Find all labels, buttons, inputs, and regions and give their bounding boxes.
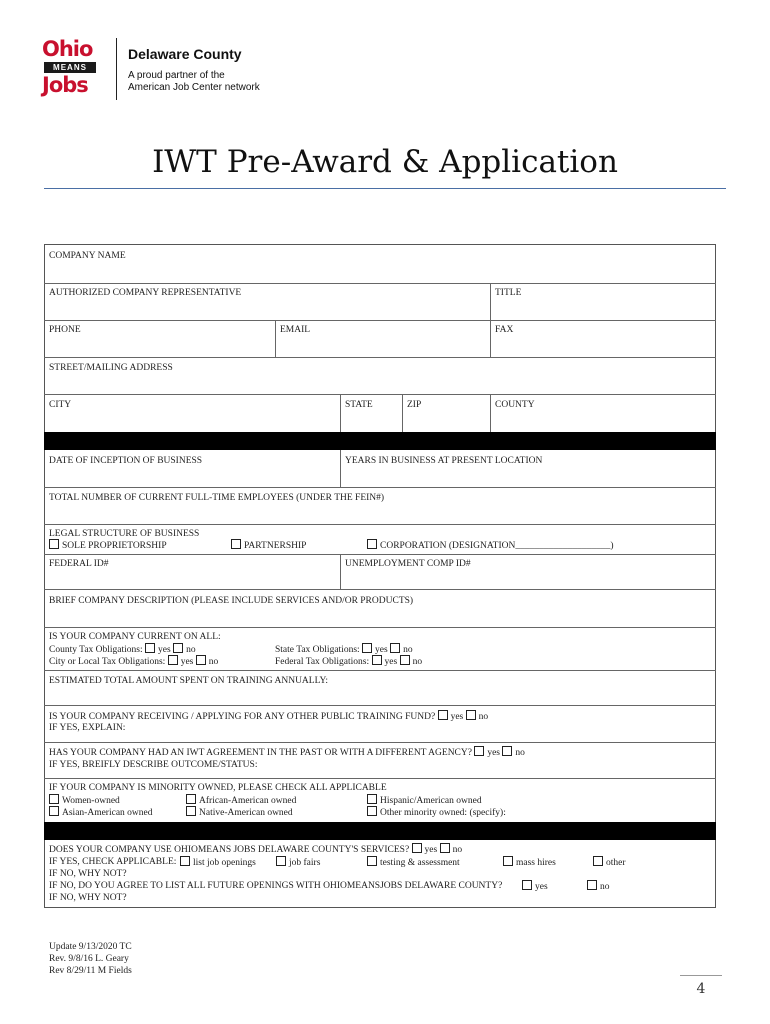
testing-assessment-option[interactable]: testing & assessment [367, 856, 460, 869]
other-service-option[interactable]: other [593, 856, 626, 869]
row-rule [44, 742, 716, 743]
future-openings-no[interactable]: no [587, 880, 610, 893]
checkbox-icon[interactable] [593, 856, 603, 866]
federal-tax-row: Federal Tax Obligations: yes no [275, 657, 423, 667]
checkbox-icon[interactable] [438, 710, 448, 720]
other-minority-owned-option[interactable]: Other minority owned: (specify): [367, 806, 506, 819]
row-rule [44, 487, 716, 488]
row-rule [44, 283, 716, 284]
checkbox-icon[interactable] [367, 856, 377, 866]
logo-means: MEANS [44, 62, 96, 73]
years-in-business-field[interactable]: YEARS IN BUSINESS AT PRESENT LOCATION [345, 456, 543, 466]
company-description-field[interactable]: BRIEF COMPANY DESCRIPTION (PLEASE INCLUDE SERVICES AND/OR PRODUCTS) [49, 596, 414, 606]
checkbox-icon[interactable] [502, 746, 512, 756]
county-field[interactable]: COUNTY [495, 400, 535, 410]
title-field[interactable]: TITLE [495, 288, 522, 298]
sole-proprietorship-option[interactable]: SOLE PROPRIETORSHIP [49, 539, 167, 552]
fax-field[interactable]: FAX [495, 325, 514, 335]
hispanic-american-owned-option[interactable]: Hispanic/American owned [367, 794, 482, 807]
authorized-rep-field[interactable]: AUTHORIZED COMPANY REPRESENTATIVE [49, 288, 242, 298]
col-rule [275, 320, 276, 357]
col-rule [340, 394, 341, 432]
checkbox-icon[interactable] [503, 856, 513, 866]
checkbox-icon[interactable] [362, 643, 372, 653]
future-openings-question: IF NO, DO YOU AGREE TO LIST ALL FUTURE OPENINGS WITH OHIOMEANSJOBS DELAWARE COUNTY? [49, 881, 503, 891]
checkbox-icon[interactable] [522, 880, 532, 890]
row-rule [44, 554, 716, 555]
checkbox-icon[interactable] [276, 856, 286, 866]
logo-jobs: Jobs [42, 73, 88, 97]
federal-id-field[interactable]: FEDERAL ID# [49, 559, 109, 569]
african-american-owned-option[interactable]: African-American owned [186, 794, 296, 807]
page-number-rule [680, 975, 722, 976]
checkbox-icon[interactable] [196, 655, 206, 665]
why-not-field-2[interactable]: IF NO, WHY NOT? [49, 893, 127, 903]
section-divider-bar [44, 822, 716, 840]
row-rule [44, 670, 716, 671]
checkbox-icon[interactable] [367, 806, 377, 816]
checkbox-icon[interactable] [412, 843, 422, 853]
company-name-field[interactable]: COMPANY NAME [49, 251, 126, 261]
page-title: IWT Pre-Award & Application [152, 144, 618, 180]
partnership-option[interactable]: PARTNERSHIP [231, 539, 306, 552]
unemployment-id-field[interactable]: UNEMPLOYMENT COMP ID# [345, 559, 471, 569]
section-divider-bar [44, 432, 716, 450]
checkbox-icon[interactable] [168, 655, 178, 665]
checkbox-icon[interactable] [367, 539, 377, 549]
checkbox-icon[interactable] [180, 856, 190, 866]
county-tax-row: County Tax Obligations: yes no [49, 645, 196, 655]
footer-rev-2: Rev 8/29/11 M Fields [49, 966, 132, 976]
checkbox-icon[interactable] [186, 794, 196, 804]
checkbox-icon[interactable] [49, 806, 59, 816]
public-fund-explain-field[interactable]: IF YES, EXPLAIN: [49, 723, 126, 733]
col-rule [490, 394, 491, 432]
employees-field[interactable]: TOTAL NUMBER OF CURRENT FULL-TIME EMPLOYEES (UNDER THE FEIN#) [49, 493, 385, 503]
row-rule [44, 589, 716, 590]
footer-update: Update 9/13/2020 TC [49, 942, 132, 952]
list-job-openings-option[interactable]: list job openings [180, 856, 256, 869]
page-number: 4 [696, 981, 706, 997]
row-rule [44, 705, 716, 706]
public-fund-question: IS YOUR COMPANY RECEIVING / APPLYING FOR ANY OTHER PUBLIC TRAINING FUND? yes no [49, 712, 489, 722]
iwt-history-question: HAS YOUR COMPANY HAD AN IWT AGREEMENT IN THE PAST OR WITH A DIFFERENT AGENCY? yes no [49, 748, 525, 758]
checkbox-icon[interactable] [587, 880, 597, 890]
corporation-option[interactable]: CORPORATION (DESIGNATION____________________) [367, 539, 614, 552]
why-not-field[interactable]: IF NO, WHY NOT? [49, 869, 127, 879]
ohiomeansjobs-logo [40, 38, 102, 98]
native-american-owned-option[interactable]: Native-American owned [186, 806, 293, 819]
city-tax-row: City or Local Tax Obligations: yes no [49, 657, 219, 667]
minority-owned-label: IF YOUR COMPANY IS MINORITY OWNED, PLEASE CHECK ALL APPLICABLE [49, 783, 387, 793]
row-rule [44, 357, 716, 358]
col-rule [402, 394, 403, 432]
checkbox-icon[interactable] [145, 643, 155, 653]
state-tax-row: State Tax Obligations: yes no [275, 645, 413, 655]
row-rule [44, 524, 716, 525]
col-rule [340, 554, 341, 589]
checkbox-icon[interactable] [400, 655, 410, 665]
job-fairs-option[interactable]: job fairs [276, 856, 320, 869]
zip-field[interactable]: ZIP [407, 400, 422, 410]
row-rule [44, 320, 716, 321]
checkbox-icon[interactable] [173, 643, 183, 653]
checkbox-icon[interactable] [440, 843, 450, 853]
current-obligations-label: IS YOUR COMPANY CURRENT ON ALL: [49, 632, 221, 642]
row-rule [44, 394, 716, 395]
phone-field[interactable]: PHONE [49, 325, 81, 335]
title-rule [44, 188, 726, 189]
city-field[interactable]: CITY [49, 400, 72, 410]
org-tagline-1: A proud partner of the [128, 70, 225, 81]
services-question: DOES YOUR COMPANY USE OHIOMEANS JOBS DELAWARE COUNTY'S SERVICES? yes no [49, 845, 463, 855]
checkbox-icon[interactable] [49, 794, 59, 804]
training-amount-field[interactable]: ESTIMATED TOTAL AMOUNT SPENT ON TRAINING ANNUALLY: [49, 676, 329, 686]
iwt-outcome-field[interactable]: IF YES, BREIFLY DESCRIBE OUTCOME/STATUS: [49, 760, 258, 770]
checkbox-icon[interactable] [186, 806, 196, 816]
asian-american-owned-option[interactable]: Asian-American owned [49, 806, 152, 819]
col-rule [490, 283, 491, 357]
mass-hires-option[interactable]: mass hires [503, 856, 556, 869]
check-applicable-label: IF YES, CHECK APPLICABLE: [49, 857, 177, 867]
row-rule [44, 778, 716, 779]
org-name: Delaware County [128, 46, 242, 62]
legal-structure-label: LEGAL STRUCTURE OF BUSINESS [49, 529, 200, 539]
inception-date-field[interactable]: DATE OF INCEPTION OF BUSINESS [49, 456, 203, 466]
state-field[interactable]: STATE [345, 400, 373, 410]
logo-ohio: Ohio [42, 37, 93, 61]
future-openings-yes[interactable]: yes [522, 880, 548, 893]
email-field[interactable]: EMAIL [280, 325, 311, 335]
women-owned-option[interactable]: Women-owned [49, 794, 120, 807]
footer-rev-1: Rev. 9/8/16 L. Geary [49, 954, 129, 964]
checkbox-icon[interactable] [390, 643, 400, 653]
org-tagline-2: American Job Center network [128, 82, 260, 93]
checkbox-icon[interactable] [372, 655, 382, 665]
checkbox-icon[interactable] [466, 710, 476, 720]
checkbox-icon[interactable] [49, 539, 59, 549]
row-rule [44, 627, 716, 628]
street-address-field[interactable]: STREET/MAILING ADDRESS [49, 363, 173, 373]
logo-divider [116, 38, 117, 100]
checkbox-icon[interactable] [474, 746, 484, 756]
checkbox-icon[interactable] [367, 794, 377, 804]
checkbox-icon[interactable] [231, 539, 241, 549]
col-rule [340, 450, 341, 487]
